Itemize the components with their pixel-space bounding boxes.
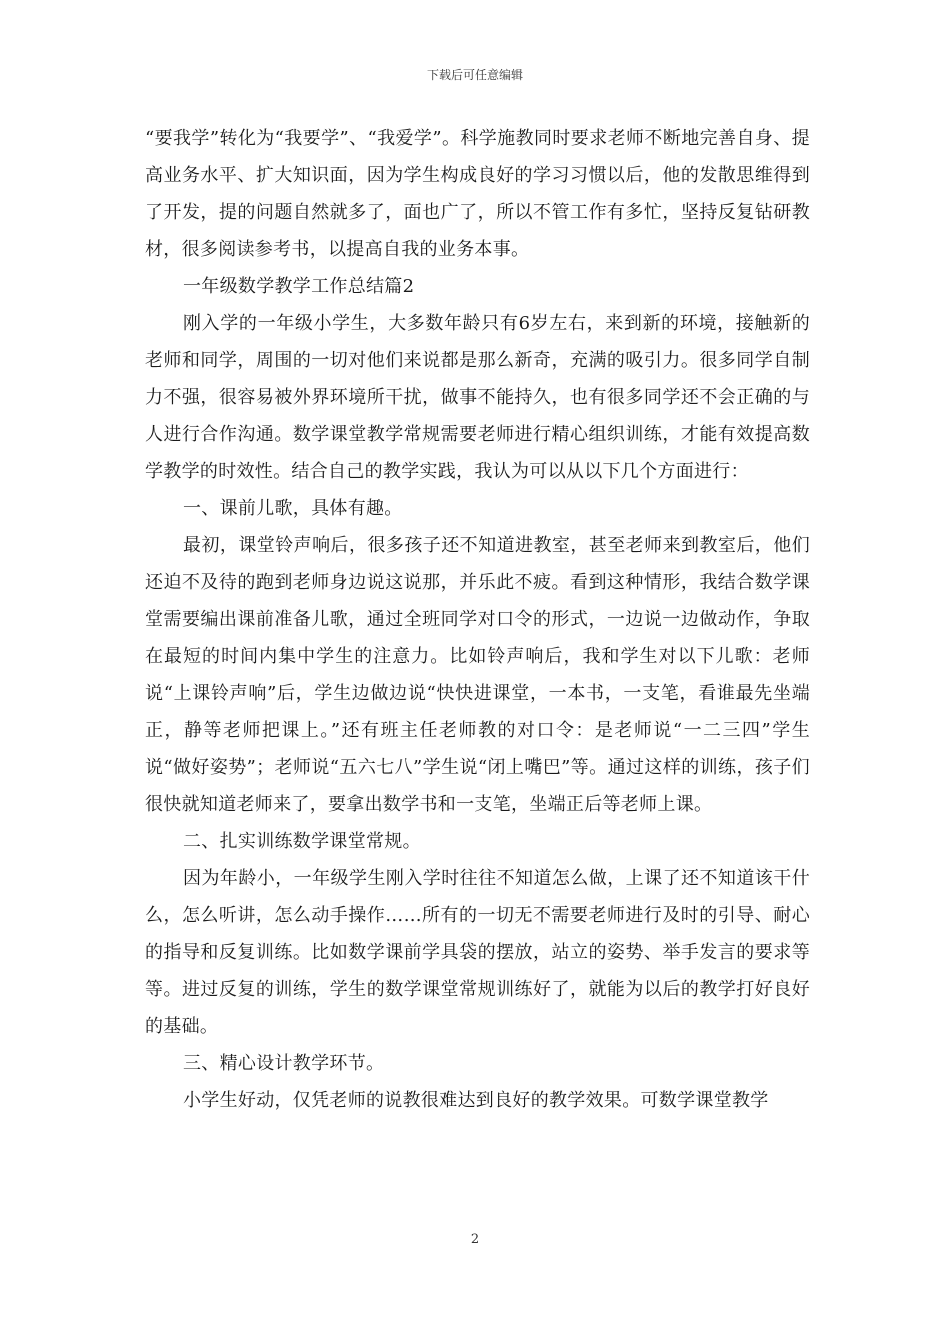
section-heading: 二、扎实训练数学课堂常规。: [183, 831, 421, 852]
section-heading: 一年级数学教学工作总结篇2: [183, 276, 415, 297]
page-header: 下载后可任意编辑: [426, 68, 523, 82]
paragraph: 小学生好动，仅凭老师的说教很难达到良好的教学效果。可数学课堂教学: [183, 1090, 769, 1111]
page-number: 2: [470, 1232, 480, 1247]
paragraph: 最初，课堂铃声响后，很多孩子还不知道进教室，甚至老师来到教室后，他们还迫不及待的跑到老师身边说这说那，并乐此不疲。看到这种情形，我结合数学课堂需要编出课前准备儿歌，通过全班同学对口令的形式，一边说一边做动作，争取在最短的时间内集中学生的注意力。比如铃声响后，我和学生对以下儿歌：老师说“上课铃声响”后，学生边做边说“快快进课堂，一本书，一支笔，看谁最先坐端正，静等老师把课上。”还有班主任老师教的对口令：是老师说“一二三四”学生说“做好姿势”；老师说“五六七八”学生说“闭上嘴巴”等。通过这样的训练，孩子们很快就知道老师来了，要拿出数学书和一支笔，坐端正后等老师上课。: [145, 535, 810, 815]
document-body: [145, 120, 810, 1119]
paragraph: 因为年龄小，一年级学生刚入学时往往不知道怎么做，上课了还不知道该干什么，怎么听讲，怎么动手操作……所有的一切无不需要老师进行及时的引导、耐心的指导和反复训练。比如数学课前学具袋的摆放，站立的姿势、举手发言的要求等等。进过反复的训练，学生的数学课堂常规训练好了，就能为以后的教学打好良好的基础。: [145, 868, 810, 1037]
paragraph: 刚入学的一年级小学生，大多数年龄只有6岁左右，来到新的环境，接触新的老师和同学，周围的一切对他们来说都是那么新奇，充满的吸引力。很多同学自制力不强，很容易被外界环境所干扰，做事不能持久，也有很多同学还不会正确的与人进行合作沟通。数学课堂教学常规需要老师进行精心组织训练，才能有效提高数学教学的时效性。结合自己的教学实践，我认为可以从以下几个方面进行：: [145, 313, 810, 482]
section-heading: 三、精心设计教学环节。: [183, 1053, 385, 1074]
paragraph: “要我学”转化为“我要学”、“我爱学”。科学施教同时要求老师不断地完善自身、提高业务水平、扩大知识面，因为学生构成良好的学习习惯以后，他的发散思维得到了开发，提的问题自然就多了，面也广了，所以不管工作有多忙，坚持反复钻研教材，很多阅读参考书，以提高自我的业务本事。: [145, 128, 810, 260]
section-heading: 一、课前儿歌，具体有趣。: [183, 498, 403, 519]
